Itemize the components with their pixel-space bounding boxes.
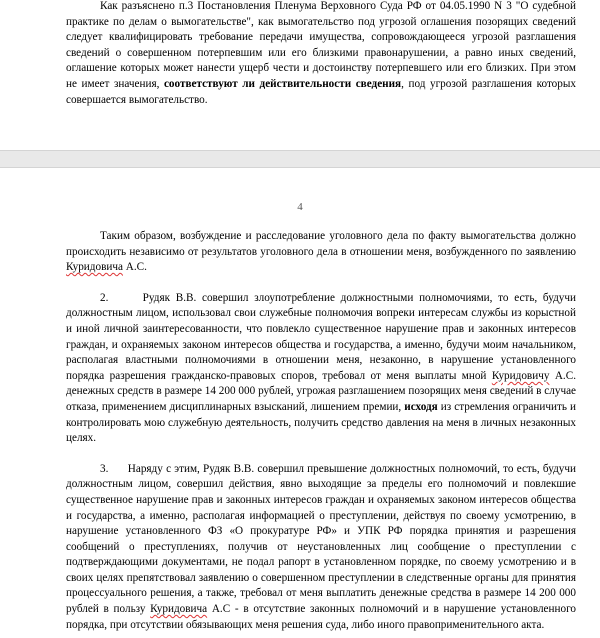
paragraph-2: 2. Рудяк В.В. совершил злоупотребление должностными полномочиями, то есть, будучи должностным лицом, использовал свои служебные полномочия вопреки интересам службы из корыстной и иной личной заинтересованности, что повлекло существенное нарушение прав и законных интересов граждан, и охраняемых законом интересов общества и государства, а именно, будучи моим начальником, располагая властными полномочиями в отношении меня, незаконно, в нарушение установленного порядка разрешения гражданско-правовых споров, требовал от меня выплаты мной Куридовичу А.С. денежных средств в размере 14 200 000 рублей, угрожая разглашением позорящих меня сведений в случае отказа, применением дисциплинарных взысканий, лишением премии, исходя из стремления ограничить и контролировать мою служебную деятельность, получить средство давления на меня в личных незаконных целях. xyxy=(66,291,576,445)
name-misspelled: Куридовича xyxy=(150,603,208,616)
paragraph-intro: Таким образом, возбуждение и расследование уголовного дела по факту вымогательства должно происходить независимо от результатов уголовного дела в отношении меня, возбужденного по заявлению Куридовича А.С. xyxy=(66,230,576,274)
paragraph-plenum-reference: Как разъяснено п.3 Постановления Пленума Верховного Суда РФ от 04.05.1990 N 3 "О судебной практике по делам о вымогательстве", как вымогательство под угрозой оглашения позорящих сведений следует квалифицировать требование передачи имущества, сопровождающееся угрозой разглашения сведений о совершенном потерпевшим или его близкими правонарушении, а равно иных сведений, оглашение которых может нанести ущерб чести и достоинству потерпевшего или его близких. При этом не имеет значения, соответствуют ли действительности сведения, под угрозой разглашения которых совершается вымогательство. xyxy=(66,0,576,106)
bold-word: исходя xyxy=(404,400,438,413)
previous-page xyxy=(0,0,600,150)
name-misspelled: Куридовича xyxy=(66,261,123,274)
previous-page-text xyxy=(66,0,576,108)
page-number: 4 xyxy=(297,201,303,213)
bold-phrase: соответствуют ли действительности сведения xyxy=(163,77,402,90)
page-break xyxy=(0,150,600,168)
current-page xyxy=(0,168,600,638)
page-body xyxy=(66,229,576,633)
paragraph-3: 3. Наряду с этим, Рудяк В.В. совершил превышение должностных полномочий, то есть, будучи должностным лицом, совершил действия, явно выходящие за пределы его полномочий и повлекшие существенное нарушение прав и законных интересов граждан и охраняемых законом интересов общества и государства, а именно, располагая информацией о преступлении, действуя по своему усмотрению, в нарушение установленного ФЗ «О прокуратуре РФ» и УПК РФ порядка принятия и разрешения сообщений о преступлениях, получив от неустановленных лиц сообщение о преступлении с подтверждающими документами, не подал рапорт в установленном порядке, по своему усмотрению и в своих целях препятствовал заявлению о совершенном преступлении в следственные органы для принятия процессуального решения, а также, требовал от меня выплатить денежные средства в размере 14 200 000 рублей в пользу Куридовича А.С - в отсутствие законных полномочий и в нарушение установленного порядка, при отсутствии обязывающих меня решения суда, либо иного правоприменительного акта. xyxy=(66,462,576,631)
name-misspelled: Куридовичу xyxy=(491,369,550,382)
